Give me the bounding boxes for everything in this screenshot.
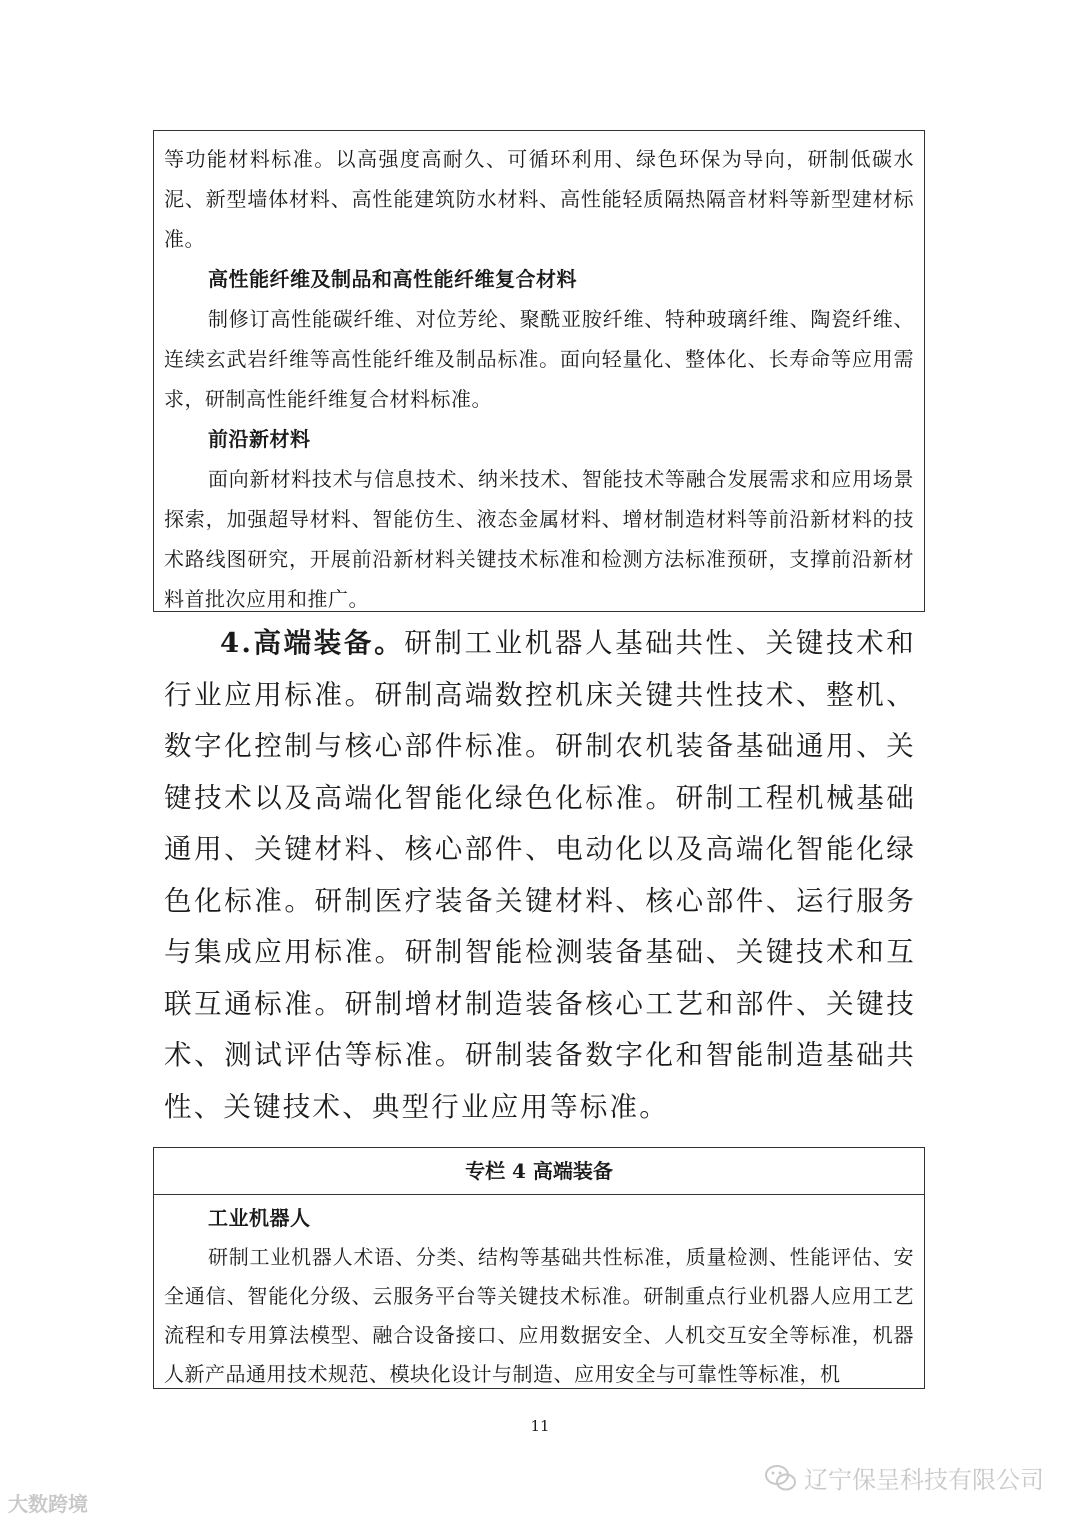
box1-paragraph-2: 制修订高性能碳纤维、对位芳纶、聚酰亚胺纤维、特种玻璃纤维、陶瓷纤维、连续玄武岩纤维等高性能纤维及制品标准。面向轻量化、整体化、长寿命等应用需求，研制高性能纤维复合材料标准。 xyxy=(164,307,914,411)
box2-subheading-robot: 工业机器人 xyxy=(208,1206,311,1230)
box2-paragraph-1: 研制工业机器人术语、分类、结构等基础共性标准，质量检测、性能评估、安全通信、智能化分级、云服务平台等关键技术标准。研制重点行业机器人应用工艺流程和专用算法模型、融合设备接口、应用数据安全、人机交互安全等标准，机器人新产品通用技术规范、模块化设计与制造、应用安全与可靠性等标准，机 xyxy=(164,1245,914,1386)
page-number: 11 xyxy=(530,1417,550,1435)
watermark-left-text: 大数跨境 xyxy=(8,1492,88,1516)
watermark-right-text: 辽宁保呈科技有限公司 xyxy=(804,1466,1044,1494)
watermark-left xyxy=(8,1488,88,1517)
wechat-icon xyxy=(764,1463,798,1493)
watermark-right xyxy=(764,1460,1044,1495)
section-text: 研制工业机器人基础共性、关键技术和行业应用标准。研制高端数控机床关键共性技术、整机、数字化控制与核心部件标准。研制农机装备基础通用、关键技术以及高端化智能化绿色化标准。研制工程机械基础通用、关键材料、核心部件、电动化以及高端化智能化绿色化标准。研制医疗装备关键材料、核心部件、运行服务与集成应用标准。研制智能检测装备基础、关键技术和互联互通标准。研制增材制造装备核心工艺和部件、关键技术、测试评估等标准。研制装备数字化和智能制造基础共性、关键技术、典型行业应用等标准。 xyxy=(164,627,916,1123)
box1-subheading-frontier: 前沿新材料 xyxy=(208,427,311,451)
box1-subheading-fiber: 高性能纤维及制品和高性能纤维复合材料 xyxy=(208,267,577,291)
box2-body xyxy=(154,1195,924,1394)
box1-paragraph-1: 等功能材料标准。以高强度高耐久、可循环利用、绿色环保为导向，研制低碳水泥、新型墙体材料、高性能建筑防水材料、高性能轻质隔热隔音材料等新型建材标准。 xyxy=(164,147,914,251)
box1-paragraph-3: 面向新材料技术与信息技术、纳米技术、智能技术等融合发展需求和应用场景探索，加强超导材料、智能仿生、液态金属材料、增材制造材料等前沿新材料的技术路线图研究，开展前沿新材料关键技术标准和检测方法标准预研，支撑前沿新材料首批次应用和推广。 xyxy=(164,467,914,611)
table-box-high-end-equipment xyxy=(153,1147,925,1389)
body-paragraph xyxy=(164,618,916,1133)
box2-title: 专栏 4 高端装备 xyxy=(154,1148,924,1195)
section-heading: 4.高端装备。 xyxy=(220,627,405,659)
table-box-continued xyxy=(153,130,925,612)
